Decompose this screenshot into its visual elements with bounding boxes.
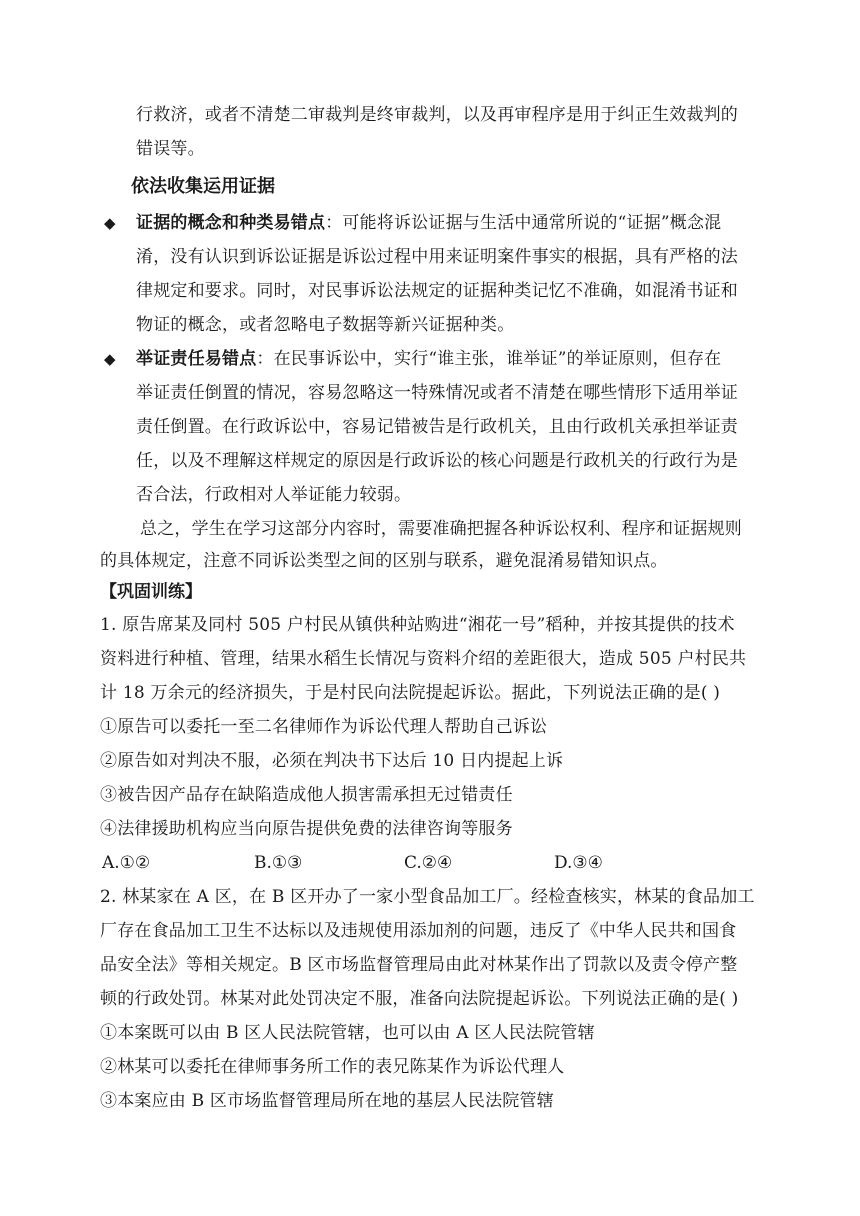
- point1-line-2: 淆，没有认识到诉讼证据是诉讼过程中用来证明案件事实的根据，具有严格的法: [136, 247, 738, 267]
- point1-line-1: [136, 211, 721, 235]
- summary-line-1: 总之，学生在学习这部分内容时，需要准确把握各种诉讼权利、程序和证据规则: [140, 519, 742, 539]
- q2-line-1: 2. 林某家在 A 区，在 B 区开办了一家小型食品加工厂。经检查核实，林某的食品加工: [100, 887, 755, 907]
- q2-statement-2: ②林某可以委托在律师事务所工作的表兄陈某作为诉讼代理人: [100, 1057, 565, 1077]
- q1-option-a: A.①②: [102, 853, 151, 873]
- q1-statement-1: ①原告可以委托一至二名律师作为诉讼代理人帮助自己诉讼: [100, 717, 548, 737]
- section-title-practice: 【巩固训练】: [100, 582, 202, 602]
- point2-line-1: [136, 347, 721, 371]
- point2-line-3: 责任倒置。在行政诉讼中，容易记错被告是行政机关，且由行政机关承担举证责: [136, 417, 738, 437]
- q1-line-2: 资料进行种植、管理，结果水稻生长情况与资料介绍的差距很大，造成 505 户村民共: [100, 649, 747, 669]
- q1-option-c: C.②④: [404, 853, 453, 873]
- point1-line1-text: ：可能将诉讼证据与生活中通常所说的“证据”概念混: [325, 213, 722, 233]
- point1-line-3: 律规定和要求。同时，对民事诉讼法规定的证据种类记忆不准确，如混淆书证和: [136, 281, 738, 301]
- intro-line-1: 行救济，或者不清楚二审裁判是终审裁判，以及再审程序是用于纠正生效裁判的: [136, 105, 738, 125]
- point1-label: 证据的概念和种类易错点: [136, 213, 326, 233]
- section-heading-evidence: 依法收集运用证据: [131, 176, 275, 197]
- q1-option-d: D.③④: [554, 853, 603, 873]
- diamond-bullet-icon: ◆: [104, 214, 116, 232]
- q2-statement-1: ①本案既可以由 B 区人民法院管辖，也可以由 A 区人民法院管辖: [100, 1023, 595, 1043]
- q1-statement-3: ③被告因产品存在缺陷造成他人损害需承担无过错责任: [100, 785, 513, 805]
- q1-line-1: 1. 原告席某及同村 505 户村民从镇供种站购进“湘花一号”稻种，并按其提供的技术: [100, 615, 735, 635]
- q1-option-b: B.①③: [254, 853, 303, 873]
- intro-line-2: 错误等。: [136, 139, 205, 159]
- q2-line-4: 顿的行政处罚。林某对此处罚决定不服，准备向法院提起诉讼。下列说法正确的是( ): [100, 989, 739, 1009]
- q2-statement-3: ③本案应由 B 区市场监督管理局所在地的基层人民法院管辖: [100, 1091, 554, 1111]
- diamond-bullet-icon: ◆: [104, 350, 116, 368]
- q1-line-3: 计 18 万余元的经济损失，于是村民向法院提起诉讼。据此，下列说法正确的是( ): [100, 683, 721, 703]
- q2-line-2: 厂存在食品加工卫生不达标以及违规使用添加剂的问题，违反了《中华人民共和国食: [100, 921, 737, 941]
- point2-line1-text: ：在民事诉讼中，实行“谁主张，谁举证”的举证原则，但存在: [256, 349, 722, 369]
- q1-statement-2: ②原告如对判决不服，必须在判决书下达后 10 日内提起上诉: [100, 751, 564, 771]
- point1-line-4: 物证的概念，或者忽略电子数据等新兴证据种类。: [136, 315, 515, 335]
- q2-line-3: 品安全法》等相关规定。B 区市场监督管理局由此对林某作出了罚款以及责令停产整: [100, 955, 738, 975]
- q1-statement-4: ④法律援助机构应当向原告提供免费的法律咨询等服务: [100, 819, 513, 839]
- point2-line-4: 任，以及不理解这样规定的原因是行政诉讼的核心问题是行政机关的行政行为是: [136, 451, 738, 471]
- point2-label: 举证责任易错点: [136, 349, 257, 369]
- point2-line-5: 否合法，行政相对人举证能力较弱。: [136, 485, 412, 505]
- point2-line-2: 举证责任倒置的情况，容易忽略这一特殊情况或者不清楚在哪些情形下适用举证: [136, 383, 738, 403]
- summary-line-2: 的具体规定，注意不同诉讼类型之间的区别与联系，避免混淆易错知识点。: [100, 551, 668, 571]
